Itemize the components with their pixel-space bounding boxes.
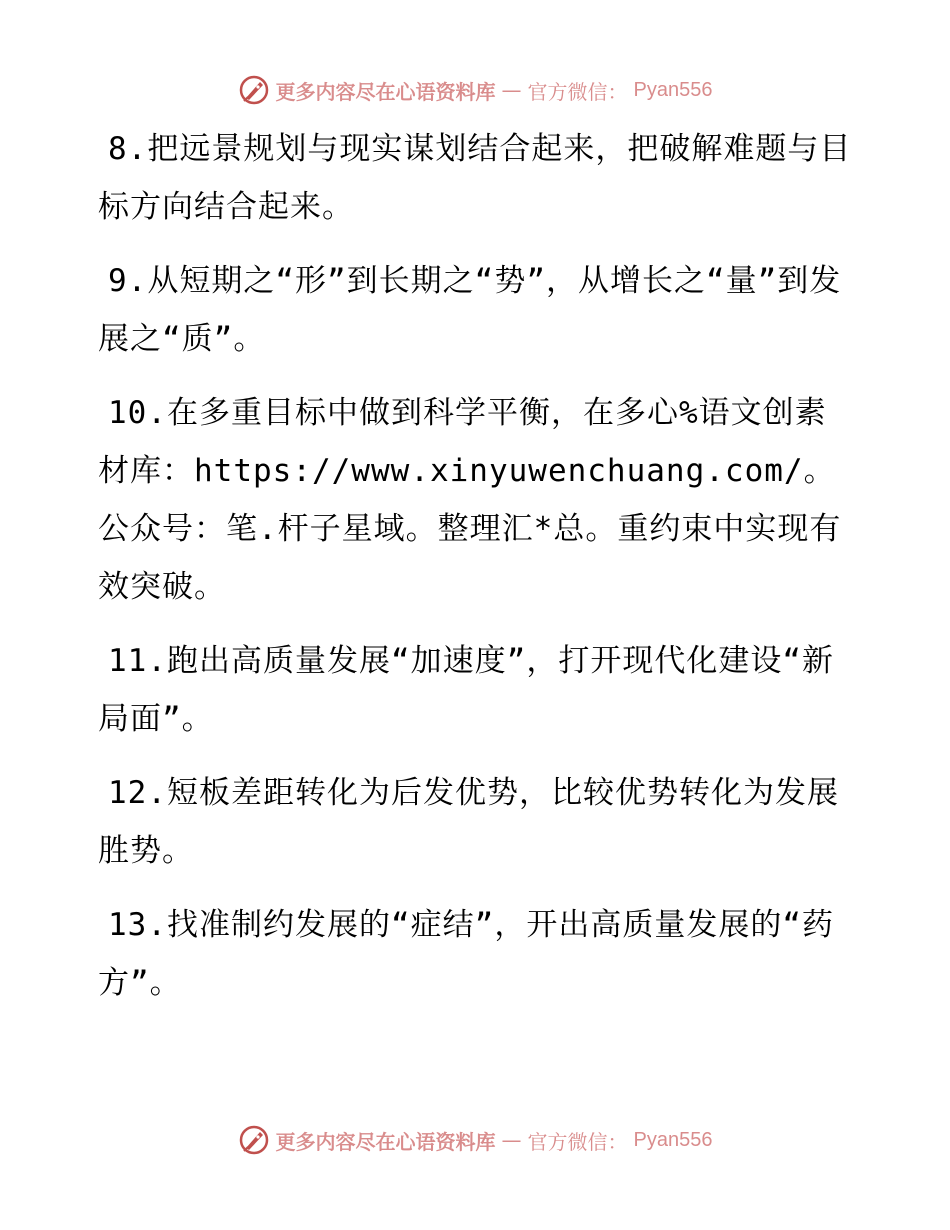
- header-banner: [0, 72, 950, 108]
- header-wechat-id: Pyan556: [633, 78, 713, 101]
- list-item-12: [98, 764, 858, 880]
- footer-banner-inner: [238, 1124, 713, 1156]
- header-dash: —: [501, 78, 522, 102]
- list-item-13: [98, 896, 858, 1012]
- list-item-10: [98, 384, 858, 616]
- item-text: 跑出高质量发展“加速度”，打开现代化建设“新局面”。: [98, 643, 834, 737]
- item-text: 在多重目标中做到科学平衡，在多心%语文创素材库：https://www.xinyuwenchuang.com/。公众号：笔.杆子星域。整理汇*总。重约束中实现有效突破。: [98, 395, 842, 605]
- footer-dash: —: [501, 1128, 522, 1152]
- item-number: 10.: [108, 395, 167, 431]
- footer-banner: [0, 1122, 950, 1158]
- footer-brand-text: 更多内容尽在心语资料库: [275, 1129, 496, 1154]
- item-text: 短板差距转化为后发优势，比较优势转化为发展胜势。: [98, 775, 839, 869]
- list-item-11: [98, 632, 858, 748]
- item-number: 8.: [108, 131, 148, 167]
- item-number: 13.: [108, 907, 167, 943]
- footer-wechat-id: Pyan556: [633, 1128, 713, 1151]
- list-item-8: [98, 120, 858, 236]
- item-number: 12.: [108, 775, 167, 811]
- content-list: [98, 120, 858, 1028]
- item-number: 11.: [108, 643, 167, 679]
- item-text: 找准制约发展的“症结”，开出高质量发展的“药方”。: [98, 907, 834, 1001]
- pen-nib-logo-icon: [238, 74, 270, 106]
- header-sub-text: 官方微信：: [527, 79, 628, 104]
- item-number: 9.: [108, 263, 148, 299]
- list-item-9: [98, 252, 858, 368]
- header-banner-inner: [238, 74, 713, 106]
- pen-nib-logo-icon: [238, 1124, 270, 1156]
- footer-sub-text: 官方微信：: [527, 1129, 628, 1154]
- item-text: 从短期之“形”到长期之“势”，从增长之“量”到发展之“质”。: [98, 263, 842, 357]
- header-brand-text: 更多内容尽在心语资料库: [275, 79, 496, 104]
- item-text: 把远景规划与现实谋划结合起来，把破解难题与目标方向结合起来。: [98, 131, 852, 225]
